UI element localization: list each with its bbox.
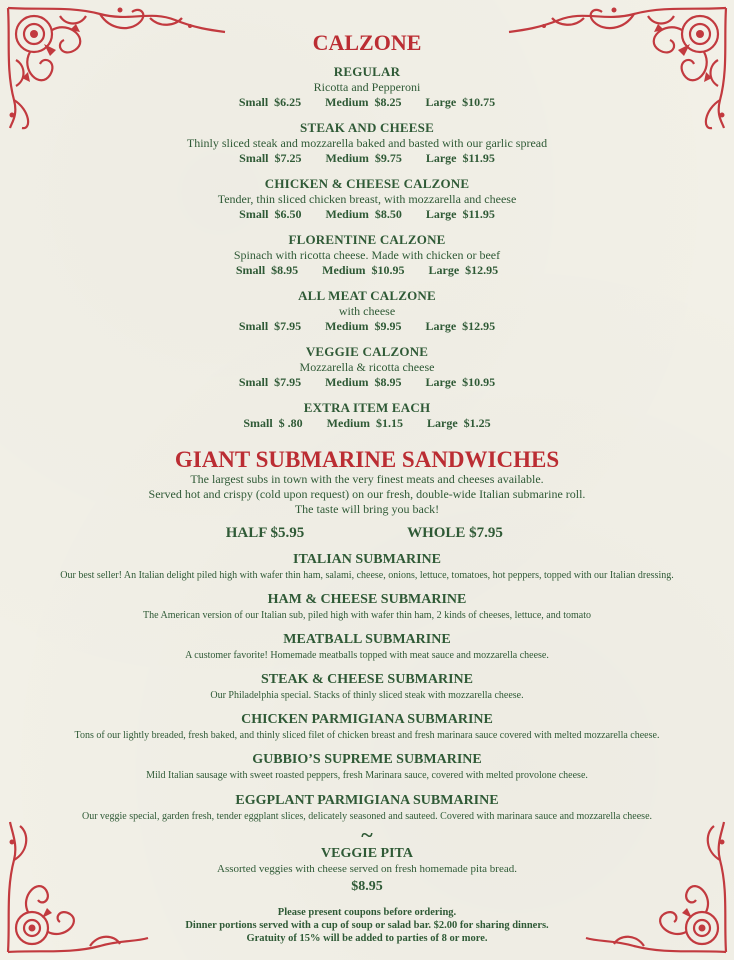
price-small: Small $7.25 bbox=[239, 151, 302, 165]
item-prices bbox=[0, 319, 734, 334]
item-name: STEAK & CHEESE SUBMARINE bbox=[261, 672, 473, 687]
item-prices bbox=[0, 263, 734, 278]
item-name: STEAK AND CHEESE bbox=[300, 120, 434, 135]
price-medium: Medium $8.25 bbox=[325, 95, 402, 109]
item-prices bbox=[0, 151, 734, 166]
price-small: Small $6.25 bbox=[238, 95, 302, 109]
item-description: Spinach with ricotta cheese. Made with chicken or beef bbox=[233, 248, 501, 262]
item-description: Thinly sliced steak and mozzarella baked and basted with our garlic spread bbox=[186, 136, 548, 150]
item-description: with cheese bbox=[338, 304, 396, 318]
price-large: Large $1.25 bbox=[427, 416, 491, 430]
item-description: Our Philadelphia special. Stacks of thinly sliced steak with mozzarella cheese. bbox=[210, 690, 524, 701]
price-small: Small $ .80 bbox=[243, 416, 303, 430]
item-name: REGULAR bbox=[333, 64, 401, 79]
item-name: MEATBALL SUBMARINE bbox=[283, 632, 451, 647]
price-large: Large $12.95 bbox=[428, 263, 499, 277]
item-name: CHICKEN & CHEESE CALZONE bbox=[264, 176, 470, 191]
price-medium: Medium $10.95 bbox=[322, 263, 405, 277]
item-name: CHICKEN PARMIGIANA SUBMARINE bbox=[241, 712, 493, 727]
price-large: Large $11.95 bbox=[425, 151, 495, 165]
price-large: Large $10.75 bbox=[425, 95, 496, 109]
price-whole: WHOLE $7.95 bbox=[407, 525, 503, 541]
pita-description: Assorted veggies with cheese served on fresh homemade pita bread. bbox=[217, 863, 517, 875]
price-medium: Medium $9.75 bbox=[325, 151, 402, 165]
tilde-divider: ~ bbox=[361, 822, 373, 847]
item-description: Our veggie special, garden fresh, tender eggplant slices, delicately seasoned and sauteed. Covered with marinara sauce and mozzarella cheese. bbox=[81, 811, 653, 822]
item-name: GUBBIO’S SUPREME SUBMARINE bbox=[252, 752, 482, 767]
item-name: FLORENTINE CALZONE bbox=[288, 232, 446, 247]
price-large: Large $10.95 bbox=[425, 375, 496, 389]
price-medium: Medium $8.50 bbox=[325, 207, 402, 221]
item-description: Our best seller! An Italian delight piled high with wafer thin ham, salami, cheese, onions, lettuce, tomatoes, hot peppers, topped with our Italian dressing. bbox=[60, 570, 674, 581]
pita-name: VEGGIE PITA bbox=[321, 846, 413, 861]
item-name: VEGGIE CALZONE bbox=[305, 344, 429, 359]
item-description: A customer favorite! Homemade meatballs topped with meat sauce and mozzarella cheese. bbox=[185, 650, 549, 661]
footer-note: Dinner portions served with a cup of soup or salad bar. $2.00 for sharing dinners. bbox=[185, 920, 549, 931]
item-description: Tons of our lightly breaded, fresh baked, and thinly sliced filet of chicken breast and fresh marinara sauce covered with melted mozzarella cheese. bbox=[74, 730, 660, 741]
subs-title: GIANT SUBMARINE SANDWICHES bbox=[174, 447, 560, 472]
item-description: Mild Italian sausage with sweet roasted peppers, fresh Marinara sauce, covered with melted provolone cheese. bbox=[146, 770, 588, 781]
item-prices bbox=[0, 95, 734, 110]
subs-intro-line: The taste will bring you back! bbox=[294, 502, 440, 516]
footer-note: Please present coupons before ordering. bbox=[277, 907, 457, 918]
price-medium: Medium $1.15 bbox=[326, 416, 404, 430]
item-description: Ricotta and Pepperoni bbox=[313, 80, 421, 94]
subs-intro-line: Served hot and crispy (cold upon request) on our fresh, double-wide Italian submarine roll. bbox=[148, 487, 586, 501]
item-description: The American version of our Italian sub, piled high with wafer thin ham, 2 kinds of cheeses, lettuce, and tomato bbox=[143, 610, 591, 621]
item-description: Tender, thin sliced chicken breast, with mozzarella and cheese bbox=[217, 192, 517, 206]
price-large: Large $12.95 bbox=[425, 319, 496, 333]
price-small: Small $6.50 bbox=[239, 207, 302, 221]
item-prices bbox=[0, 207, 734, 222]
price-small: Small $7.95 bbox=[238, 319, 302, 333]
price-medium: Medium $8.95 bbox=[325, 375, 402, 389]
price-half: HALF $5.95 bbox=[225, 525, 305, 541]
item-name: ALL MEAT CALZONE bbox=[298, 288, 436, 303]
item-name: HAM & CHEESE SUBMARINE bbox=[267, 592, 467, 607]
item-description: Mozzarella & ricotta cheese bbox=[299, 360, 435, 374]
calzone-title: CALZONE bbox=[312, 30, 422, 55]
item-prices bbox=[0, 416, 734, 431]
item-name: EXTRA ITEM EACH bbox=[303, 400, 431, 415]
pita-price: $8.95 bbox=[351, 879, 383, 894]
price-medium: Medium $9.95 bbox=[325, 319, 402, 333]
subs-intro-line: The largest subs in town with the very finest meats and cheeses available. bbox=[190, 472, 544, 486]
item-prices bbox=[0, 375, 734, 390]
price-large: Large $11.95 bbox=[425, 207, 495, 221]
price-small: Small $8.95 bbox=[235, 263, 299, 277]
price-small: Small $7.95 bbox=[238, 375, 302, 389]
item-name: EGGPLANT PARMIGIANA SUBMARINE bbox=[235, 793, 499, 808]
item-name: ITALIAN SUBMARINE bbox=[293, 552, 441, 567]
footer-note: Gratuity of 15% will be added to parties of 8 or more. bbox=[246, 933, 488, 944]
